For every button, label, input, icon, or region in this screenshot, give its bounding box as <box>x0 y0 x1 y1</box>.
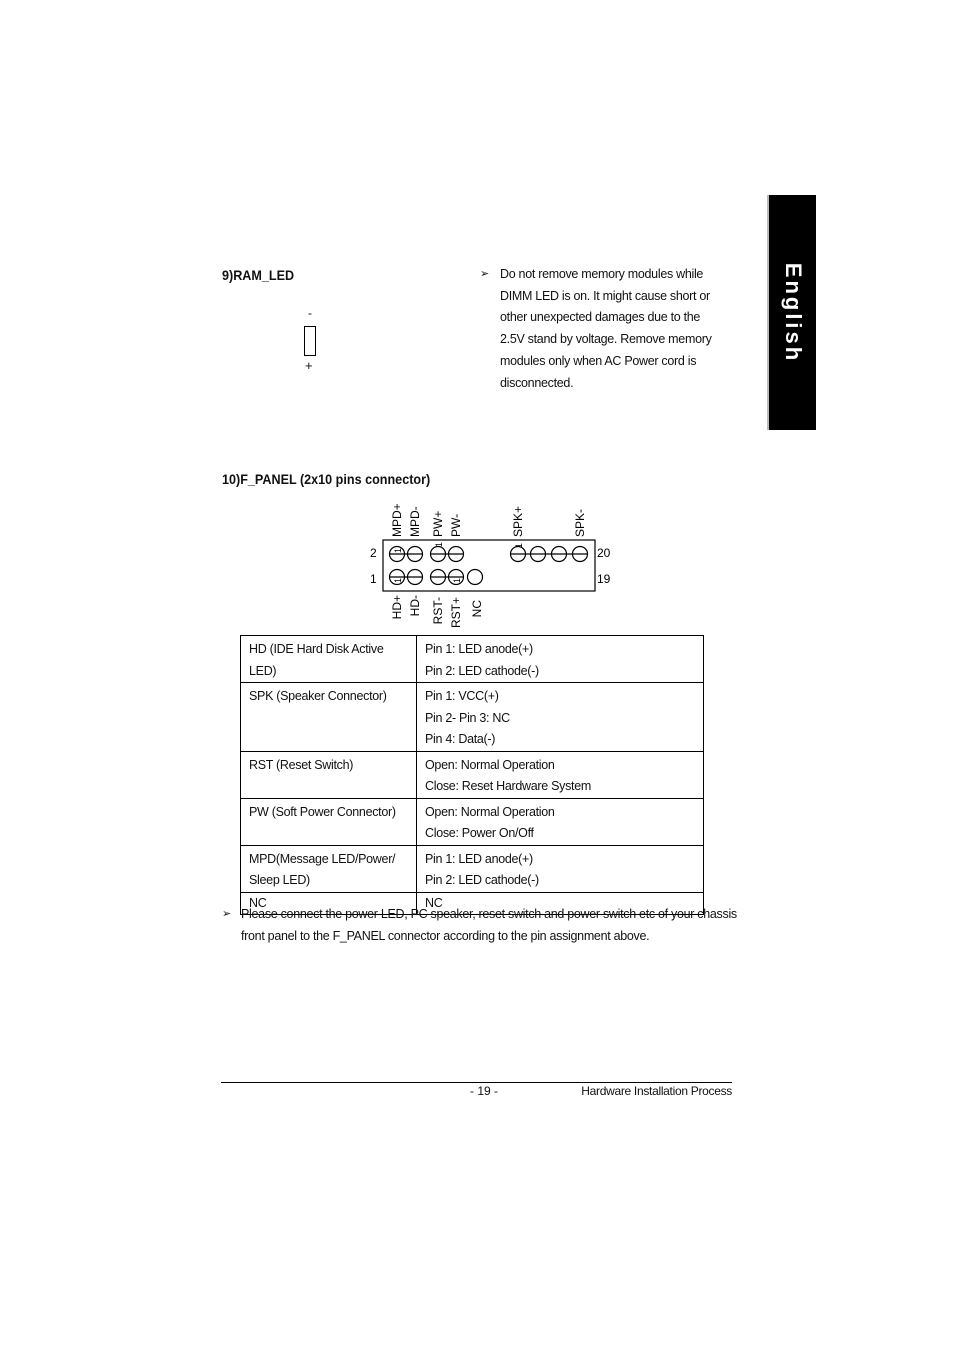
description-line: Close: Reset Hardware System <box>425 779 591 793</box>
pin-label: MPD+ <box>390 503 404 537</box>
description-cell <box>417 845 704 892</box>
connector-name-cell <box>241 845 417 892</box>
table-row <box>241 683 704 752</box>
pin <box>468 570 483 585</box>
description-line: Pin 4: Data(-) <box>425 732 496 746</box>
table-row <box>241 845 704 892</box>
description-line: Pin 2: LED cathode(-) <box>425 873 539 887</box>
note-line: modules only when AC Power cord is <box>500 353 697 368</box>
pin1-mark: 1 <box>514 542 524 548</box>
table-row <box>241 636 704 683</box>
pin-label: PW- <box>449 513 463 537</box>
pin-label: HD+ <box>390 595 404 620</box>
pin-label: PW+ <box>431 510 445 537</box>
description-line: NC <box>425 895 443 910</box>
page-number: - 19 - <box>470 1084 499 1098</box>
description-cell <box>417 683 704 752</box>
pin-label: NC <box>470 600 484 618</box>
connector-name-line: MPD(Message LED/Power/ <box>249 851 396 866</box>
description-line: Open: Normal Operation <box>425 804 555 819</box>
pin1-mark: 1 <box>434 541 444 547</box>
connector-name-cell: HD (IDE Hard Disk Active LED) <box>241 636 417 683</box>
note-line: Please connect the power LED, PC speaker, reset switch and power switch etc of your chassis <box>241 907 737 921</box>
table-row <box>241 798 704 845</box>
footer-section-title: Hardware Installation Process <box>581 1084 732 1098</box>
ram-led-minus-label: - <box>308 306 312 320</box>
pin-label: RST+ <box>449 597 463 629</box>
pin1-mark: 1 <box>393 547 403 553</box>
pin-assignment-table <box>240 635 704 915</box>
f-panel-connection-note <box>222 904 742 947</box>
description-cell <box>417 798 704 845</box>
pin-label: RST- <box>431 597 445 625</box>
row-number: 1 <box>370 572 377 586</box>
pin-label: HD- <box>408 595 422 617</box>
note-line: disconnected. <box>500 375 574 390</box>
description-line: Pin 1: LED anode(+) <box>425 851 533 866</box>
description-line: Open: Normal Operation <box>425 757 555 772</box>
description-line: Pin 1: LED anode(+) <box>425 642 533 656</box>
note-line: front panel to the F_PANEL connector according to the pin assignment above. <box>241 928 650 943</box>
arrow-bullet-icon: ➢ <box>222 908 231 920</box>
footer-divider <box>221 1082 732 1083</box>
pin1-mark: 1 <box>452 577 462 583</box>
row-number: 19 <box>597 572 611 586</box>
ram-led-plus-label: + <box>305 358 313 373</box>
description-line: Pin 2- Pin 3: NC <box>425 710 510 725</box>
pin-label: SPK+ <box>511 505 525 537</box>
note-line: DIMM LED is on. It might cause short or <box>500 288 710 303</box>
table-row <box>241 751 704 798</box>
pin1-mark: 1 <box>393 577 403 583</box>
description-line: Close: Power On/Off <box>425 826 534 840</box>
description-cell <box>417 751 704 798</box>
f-panel-heading: 10)F_PANEL (2x10 pins connector) <box>222 471 431 487</box>
row-number: 20 <box>597 546 611 560</box>
ram-led-heading: 9)RAM_LED <box>222 267 295 283</box>
language-tab-label: English <box>780 262 806 363</box>
description-line: Pin 2: LED cathode(-) <box>425 663 539 678</box>
f-panel-pin-diagram <box>0 0 954 640</box>
connector-name-cell: PW (Soft Power Connector) <box>241 798 417 845</box>
note-line: Do not remove memory modules while <box>500 267 704 281</box>
note-line: 2.5V stand by voltage. Remove memory <box>500 332 712 347</box>
connector-name-cell: SPK (Speaker Connector) <box>241 683 417 752</box>
connector-name-cell: RST (Reset Switch) <box>241 751 417 798</box>
connector-name-line: Sleep LED) <box>249 873 310 887</box>
connector-name-cell: NC <box>241 892 417 915</box>
pin-label: SPK- <box>573 508 587 537</box>
row-number: 2 <box>370 546 377 560</box>
description-cell <box>417 636 704 683</box>
pin-label: MPD- <box>408 506 422 537</box>
note-line: other unexpected damages due to the <box>500 310 701 325</box>
arrow-bullet-icon: ➢ <box>480 268 489 280</box>
description-line: Pin 1: VCC(+) <box>425 689 499 703</box>
